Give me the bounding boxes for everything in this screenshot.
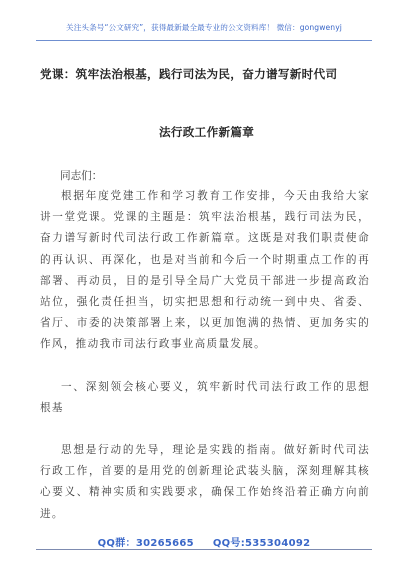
- header-divider: [36, 40, 372, 41]
- header-notice: 关注头条号“公文研究”，获得最新最全最专业的公文资料库！ 微信：gongwenyj: [66, 23, 342, 32]
- footer-contact: [0, 534, 408, 549]
- section-heading-1: 一、深刻领会核心要义，筑牢新时代司法行政工作的思想根基: [40, 381, 370, 415]
- footer-qq-group: QQ群：30265665: [97, 538, 194, 549]
- footer-divider: [36, 549, 372, 550]
- greeting: 同志们：: [60, 170, 103, 182]
- paragraph-section-1: 思想是行动的先导，理论是实践的指南。做好新时代司法行政工作，首要的是用党的创新理论武装头脑，深刻理解其核心要义、精神实质和实践要求，确保工作始终沿着正确方向前进。: [40, 444, 370, 520]
- document-title-line-2: 法行政工作新篇章: [159, 125, 255, 139]
- paragraph-intro: 根据年度党建工作和学习教育工作安排，今天由我给大家讲一堂党课。党课的主题是：筑牢法治根基，践行司法为民，奋力谱写新时代司法行政工作新篇章。这既是对我们职责使命的再认识、再深化，也是对当前和今后一个时期重点工作的再部署、再动员，目的是引导全局广大党员干部进一步提高政治站位，强化责任担当，切实把思想和行动统一到中央、省委、省厅、市委的决策部署上来，以更加饱满的热情、更加务实的作风，推动我市司法行政事业高质量发展。: [40, 190, 370, 351]
- footer-qq: QQ号:535304092: [212, 538, 311, 549]
- document-title-line-1: 党课：筑牢法治根基，践行司法为民，奋力谱写新时代司: [40, 67, 338, 81]
